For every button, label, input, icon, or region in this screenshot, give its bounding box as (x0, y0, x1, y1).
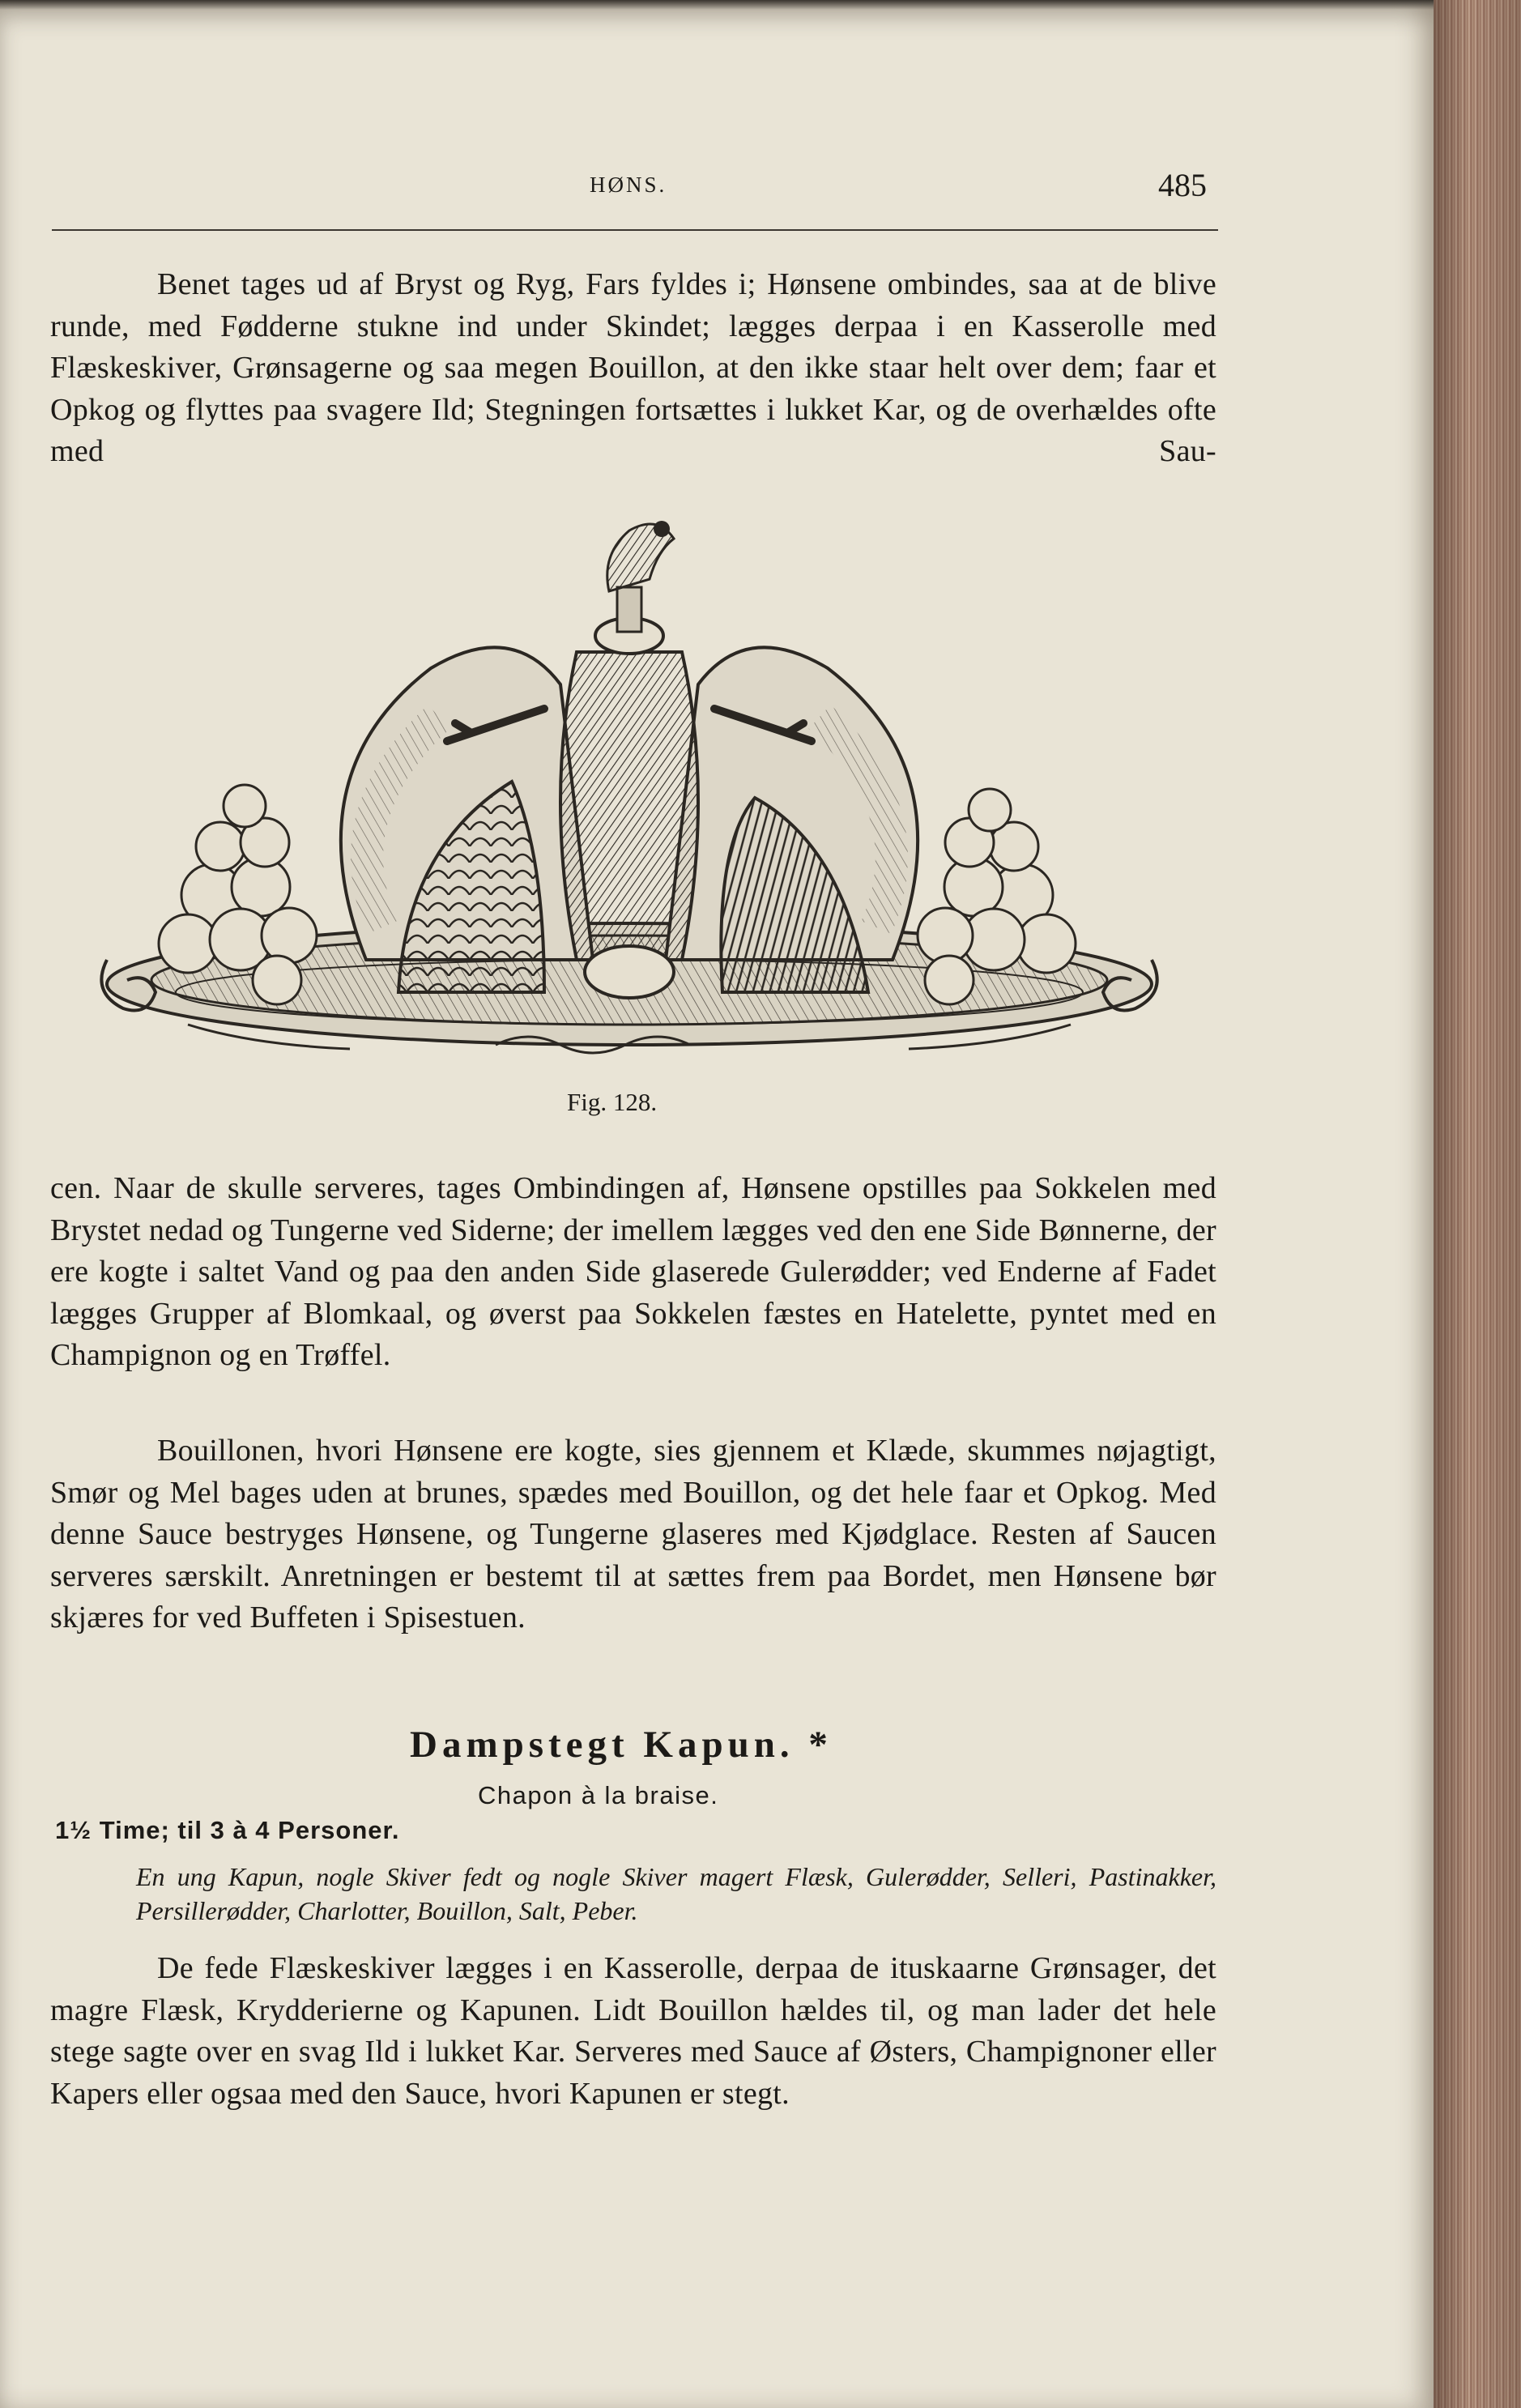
figure-caption: Fig. 128. (567, 1088, 658, 1116)
paragraph-3: Bouillonen, hvori Hønsene ere kogte, sies gjennem et Klæde, skummes nøjagtigt, Smør og Mel bages uden at brunes, spædes med Bouillon, og det hele faar et Opkog. Med denne Sauce bestryges Hønsene, og Tungerne glaseres med Kjødglace. Resten af Saucen serveres særskilt. Anretningen er bestemt til at sættes frem paa Bordet, men Hønsene bør skjæres for ved Buffeten i Spisestuen. (50, 1434, 1216, 1634)
running-head: HØNS. (590, 173, 667, 197)
recipe-title: Dampstegt Kapun. * (410, 1724, 833, 1766)
paragraph-2: cen. Naar de skulle serveres, tages Ombindingen af, Hønsene opstilles paa Sokkelen med Brystet nedad og Tungerne ved Siderne; der imellem lægges ved den ene Side Bønnerne, der ere kogte i saltet Vand og paa den anden Side glaserede Gulerødder; ved Enderne af Fadet lægges Grupper af Blomkaal, og øverst paa Sokkelen fæstes en Hatelette, pyntet med en Champignon og en Trøffel. (50, 1171, 1216, 1372)
header-rule (52, 229, 1218, 231)
paragraph-1: Benet tages ud af Bryst og Ryg, Fars fyldes i; Hønsene ombindes, saa at de blive runde, med Fødderne stukne ind under Skindet; lægges derpaa i en Kasserolle med Flæskeskiver, Grønsagerne og saa megen Bouillon, at den ikke staar helt over dem; faar et Opkog og flyttes paa svagere Ild; Stegningen fortsættes i lukket Kar, og de overhældes ofte med Sau- (50, 267, 1216, 468)
page-edges-shade (1434, 0, 1521, 2408)
page-number: 485 (1158, 167, 1207, 203)
fig-128-illustration (91, 506, 1168, 1073)
hatelette (595, 521, 674, 654)
mushroom (585, 946, 674, 998)
recipe-time: 1½ Time; til 3 à 4 Personer. (55, 1816, 400, 1844)
page-top-shadow (0, 0, 1434, 10)
recipe-subtitle: Chapon à la braise. (478, 1781, 719, 1809)
recipe-ingredients: En ung Kapun, nogle Skiver fedt og nogle Skiver magert Flæsk, Gulerødder, Selleri, Pastinakker, Persillerødder, Charlotter, Bouillon, Salt, Peber. (136, 1862, 1216, 1925)
recipe-method: De fede Flæskeskiver lægges i en Kasserolle, derpaa de ituskaarne Grønsager, det magre Flæsk, Krydderierne og Kapunen. Lidt Bouillon hældes til, og man lader det hele stege sagte over en svag Ild i lukket Kar. Serveres med Sauce af Østers, Champignoner eller Kapers eller ogsaa med den Sauce, hvori Kapunen er stegt. (50, 1951, 1216, 2111)
